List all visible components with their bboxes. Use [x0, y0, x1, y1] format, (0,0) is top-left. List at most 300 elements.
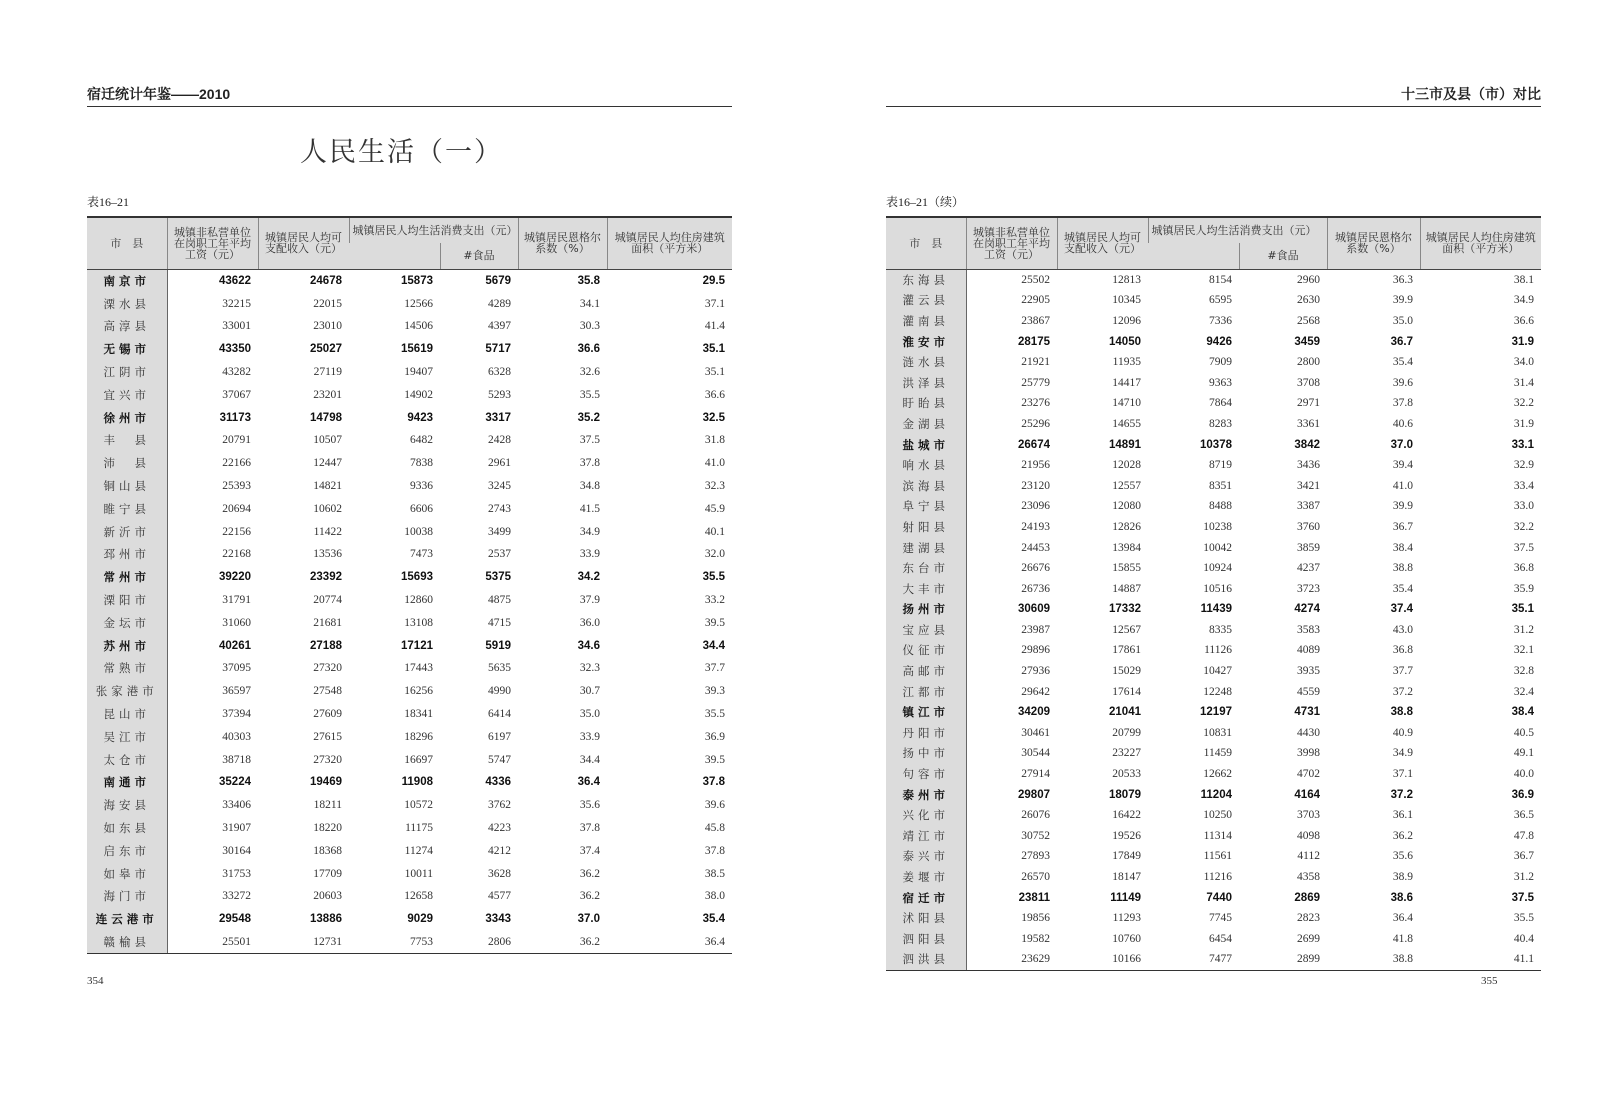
table-cell: 38.8 [1327, 949, 1420, 970]
region-name: 南京市 [87, 269, 167, 292]
table-cell: 15873 [401, 274, 433, 287]
table-cell: 34.9 [579, 525, 600, 538]
region-name: 沛 县 [87, 452, 167, 475]
table-cell: 31.9 [1511, 335, 1534, 348]
table-cell: 29807 [1018, 788, 1050, 801]
table-cell: 22168 [222, 548, 251, 561]
header-income: 城镇居民人均可支配收入（元） [1057, 217, 1148, 269]
region-name: 扬州市 [886, 599, 966, 620]
table-row [87, 429, 732, 452]
table-cell: 4289 [488, 297, 511, 310]
table-cell: 5919 [485, 639, 511, 652]
table-cell: 37.0 [577, 913, 600, 926]
table-row [87, 269, 732, 292]
table-cell: 9426 [1206, 335, 1232, 348]
table-cell: 28175 [1018, 335, 1050, 348]
table-cell: 4702 [1297, 768, 1320, 781]
table-row [87, 292, 732, 315]
region-name: 涟水县 [886, 352, 966, 373]
table-cell: 27615 [313, 730, 342, 743]
table-cell: 2899 [1239, 949, 1327, 970]
table-cell: 26076 [1021, 809, 1050, 822]
table-cell: 31907 [222, 822, 251, 835]
table-cell: 10602 [313, 502, 342, 515]
table-cell: 20533 [1112, 768, 1141, 781]
table-row [87, 931, 732, 954]
table-cell: 38.9 [1392, 871, 1413, 884]
table-cell: 8335 [1209, 623, 1232, 636]
table-cell: 26674 [1018, 438, 1050, 451]
table-cell: 13108 [404, 616, 433, 629]
header-consumption: 城镇居民人均生活消费支出（元） [349, 217, 518, 243]
table-cell: 8283 [1209, 417, 1232, 430]
region-name: 如皋市 [87, 862, 167, 885]
table-cell: 32215 [222, 297, 251, 310]
table-cell: 4559 [1297, 685, 1320, 698]
table-row [886, 846, 1541, 867]
region-name: 大丰市 [886, 578, 966, 599]
table-cell: 11561 [1203, 850, 1232, 863]
table-cell: 27914 [1021, 768, 1050, 781]
table-cell: 14417 [1112, 376, 1141, 389]
table-cell: 23227 [1112, 747, 1141, 760]
table-cell: 35.5 [1513, 912, 1534, 925]
table-row [886, 723, 1541, 744]
table-body [886, 269, 1541, 970]
table-cell: 36.8 [1513, 562, 1534, 575]
table-cell: 9336 [410, 480, 433, 493]
region-name: 张家港市 [87, 680, 167, 703]
table-row [87, 771, 732, 794]
table-row [886, 331, 1541, 352]
table-cell: 7336 [1209, 314, 1232, 327]
table-cell: 47.8 [1513, 829, 1534, 842]
table-cell: 27320 [313, 662, 342, 675]
table-cell: 2823 [1297, 912, 1320, 925]
table-cell: 21921 [1021, 356, 1050, 369]
header-consumption-total [1148, 243, 1239, 269]
table-cell: 2971 [1297, 397, 1320, 410]
table-cell: 36.6 [577, 343, 600, 356]
table-row [886, 558, 1541, 579]
table-cell: 33.1 [1511, 438, 1534, 451]
right-page [800, 0, 1609, 1099]
table-cell: 24453 [1021, 541, 1050, 554]
table-cell: 21041 [1109, 706, 1141, 719]
table-cell: 39.3 [704, 685, 725, 698]
table-cell: 8488 [1209, 500, 1232, 513]
table-cell: 7477 [1148, 949, 1239, 970]
table-cell: 26676 [1021, 562, 1050, 575]
table-cell: 37.1 [704, 297, 725, 310]
table-cell: 11149 [1110, 891, 1141, 904]
table-cell: 37.8 [579, 822, 600, 835]
table-cell: 24193 [1021, 520, 1050, 533]
table-cell: 4875 [488, 594, 511, 607]
table-cell: 27548 [313, 685, 342, 698]
table-cell: 36.7 [1392, 520, 1413, 533]
table-cell: 36.4 [607, 931, 732, 954]
region-name: 新沂市 [87, 520, 167, 543]
table-cell: 37.7 [704, 662, 725, 675]
table-cell: 36.9 [1511, 788, 1534, 801]
table-cell: 12557 [1112, 479, 1141, 492]
table-cell: 33001 [222, 320, 251, 333]
table-cell: 4731 [1294, 706, 1320, 719]
table-cell: 21956 [1021, 459, 1050, 472]
table-cell: 3459 [1294, 335, 1320, 348]
table-cell: 33.4 [1513, 479, 1534, 492]
statistics-table-continued [886, 216, 1541, 971]
region-name: 赣榆县 [87, 931, 167, 954]
table-cell: 45.8 [704, 822, 725, 835]
table-cell: 35.9 [1513, 582, 1534, 595]
table-cell: 36.4 [1392, 912, 1413, 925]
table-cell: 23392 [310, 571, 342, 584]
table-label: 表16–21（续） [886, 195, 965, 209]
table-cell: 19407 [404, 366, 433, 379]
table-cell: 3421 [1297, 479, 1320, 492]
table-cell: 22166 [222, 457, 251, 470]
table-cell: 27188 [310, 639, 342, 652]
region-name: 徐州市 [87, 406, 167, 429]
region-name: 淮安市 [886, 331, 966, 352]
table-cell: 2806 [440, 931, 518, 954]
table-cell: 4237 [1297, 562, 1320, 575]
table-cell: 19582 [1021, 932, 1050, 945]
table-row [87, 315, 732, 338]
header-food: #食品 [1239, 243, 1327, 269]
table-cell: 14050 [1109, 335, 1141, 348]
table-cell: 32.3 [704, 480, 725, 493]
region-name: 泰州市 [886, 784, 966, 805]
table-cell: 40261 [219, 639, 251, 652]
table-cell: 10572 [404, 799, 433, 812]
table-cell: 11175 [405, 822, 433, 835]
table-row [886, 620, 1541, 641]
table-cell: 35.5 [579, 388, 600, 401]
table-row [87, 566, 732, 589]
table-cell: 12028 [1112, 459, 1141, 472]
table-cell: 7745 [1209, 912, 1232, 925]
table-cell: 39.6 [1392, 376, 1413, 389]
table-row [886, 517, 1541, 538]
region-name: 兴化市 [886, 805, 966, 826]
table-cell: 40.1 [704, 525, 725, 538]
table-cell: 38.0 [704, 890, 725, 903]
table-cell: 25393 [222, 480, 251, 493]
table-cell: 39.5 [704, 753, 725, 766]
table-cell: 18296 [404, 730, 433, 743]
header-wage: 城镇非私营单位在岗职工年平均工资（元） [167, 217, 258, 269]
table-cell: 40303 [222, 730, 251, 743]
table-cell: 12658 [404, 890, 433, 903]
table-row [886, 578, 1541, 599]
table-cell: 10760 [1112, 932, 1141, 945]
table-cell: 35.1 [702, 343, 725, 356]
region-name: 建湖县 [886, 537, 966, 558]
table-body [87, 269, 732, 954]
region-name: 滨海县 [886, 475, 966, 496]
table-cell: 4274 [1294, 603, 1320, 616]
table-cell: 11126 [1204, 644, 1232, 657]
region-name: 睢宁县 [87, 497, 167, 520]
table-cell: 12813 [1112, 273, 1141, 286]
table-cell: 33.9 [579, 730, 600, 743]
table-cell: 41.1 [1420, 949, 1541, 970]
table-cell: 10345 [1112, 294, 1141, 307]
table-cell: 10427 [1203, 665, 1232, 678]
table-cell: 34.0 [1513, 356, 1534, 369]
region-name: 海安县 [87, 794, 167, 817]
region-name: 启东市 [87, 839, 167, 862]
table-row [87, 908, 732, 931]
table-cell: 16256 [404, 685, 433, 698]
table-cell: 10831 [1203, 726, 1232, 739]
table-cell: 49.1 [1513, 747, 1534, 760]
table-cell: 35.0 [1392, 314, 1413, 327]
table-cell: 10238 [1203, 520, 1232, 533]
table-cell: 30164 [222, 844, 251, 857]
table-cell: 34.4 [579, 753, 600, 766]
table-cell: 43282 [222, 366, 251, 379]
table-cell: 37.7 [1392, 665, 1413, 678]
table-cell: 7838 [410, 457, 433, 470]
region-name: 姜堰市 [886, 867, 966, 888]
table-cell: 9423 [407, 411, 433, 424]
table-row [886, 352, 1541, 373]
table-cell: 11935 [1112, 356, 1141, 369]
table-cell: 38.8 [1390, 706, 1413, 719]
table-cell: 36.6 [704, 388, 725, 401]
table-row [87, 520, 732, 543]
table-cell: 32.9 [1513, 459, 1534, 472]
table-cell: 3723 [1297, 582, 1320, 595]
table-cell: 13886 [310, 913, 342, 926]
table-cell: 4212 [488, 844, 511, 857]
table-row [886, 290, 1541, 311]
table-row [886, 640, 1541, 661]
table-cell: 32.2 [1513, 397, 1534, 410]
table-row [886, 496, 1541, 517]
table-cell: 3760 [1297, 520, 1320, 533]
table-cell: 27893 [1021, 850, 1050, 863]
table-row [886, 372, 1541, 393]
table-cell: 3842 [1294, 438, 1320, 451]
table-cell: 22015 [313, 297, 342, 310]
header-food: #食品 [440, 243, 518, 269]
table-row [87, 703, 732, 726]
table-cell: 15619 [401, 343, 433, 356]
table-cell: 36.9 [704, 730, 725, 743]
region-name: 丹阳市 [886, 723, 966, 744]
table-cell: 34.6 [577, 639, 600, 652]
table-cell: 3343 [485, 913, 511, 926]
table-cell: 11274 [404, 844, 433, 857]
table-cell: 23867 [1021, 314, 1050, 327]
region-name: 泗阳县 [886, 929, 966, 950]
table-cell: 4098 [1297, 829, 1320, 842]
table-cell: 35.5 [704, 708, 725, 721]
table-cell: 3708 [1297, 376, 1320, 389]
table-cell: 12731 [258, 931, 349, 954]
table-cell: 14506 [404, 320, 433, 333]
table-cell: 29896 [1021, 644, 1050, 657]
table-cell: 10011 [404, 867, 433, 880]
table-cell: 17614 [1112, 685, 1141, 698]
table-cell: 31.4 [1513, 376, 1534, 389]
header-city: 市 县 [886, 217, 966, 269]
table-cell: 11439 [1200, 603, 1232, 616]
table-cell: 2869 [1294, 891, 1320, 904]
region-name: 无锡市 [87, 338, 167, 361]
region-name: 扬中市 [886, 743, 966, 764]
table-cell: 25502 [1021, 273, 1050, 286]
table-cell: 18147 [1112, 871, 1141, 884]
table-cell: 36.0 [579, 616, 600, 629]
table-cell: 18079 [1109, 788, 1141, 801]
table-cell: 20603 [313, 890, 342, 903]
table-row [87, 383, 732, 406]
table-cell: 20791 [222, 434, 251, 447]
table-cell: 39220 [219, 571, 251, 584]
table-cell: 38.4 [1511, 706, 1534, 719]
region-name: 苏州市 [87, 634, 167, 657]
table-cell: 10250 [1203, 809, 1232, 822]
region-name: 常熟市 [87, 657, 167, 680]
table-cell: 43622 [219, 274, 251, 287]
table-cell: 35.4 [702, 913, 725, 926]
table-cell: 17849 [1112, 850, 1141, 863]
table-cell: 3859 [1297, 541, 1320, 554]
table-cell: 31.2 [1513, 623, 1534, 636]
region-name: 江阴市 [87, 361, 167, 384]
table-cell: 37.5 [1513, 541, 1534, 554]
table-cell: 17709 [313, 867, 342, 880]
table-cell: 12567 [1112, 623, 1141, 636]
table-cell: 10507 [313, 434, 342, 447]
table-cell: 30752 [1021, 829, 1050, 842]
table-cell: 33.9 [579, 548, 600, 561]
table-row [87, 748, 732, 771]
header-consumption: 城镇居民人均生活消费支出（元） [1148, 217, 1327, 243]
table-cell: 31173 [219, 411, 251, 424]
table-cell: 15855 [1112, 562, 1141, 575]
table-cell: 36.1 [1392, 809, 1413, 822]
table-cell: 3361 [1297, 417, 1320, 430]
table-cell: 31791 [222, 594, 251, 607]
region-name: 东海县 [886, 269, 966, 290]
table-cell: 19526 [1112, 829, 1141, 842]
table-row [886, 867, 1541, 888]
region-name: 溧水县 [87, 292, 167, 315]
table-cell: 4577 [488, 890, 511, 903]
running-head: 十三市及县（市）对比 [886, 84, 1541, 107]
table-cell: 35.6 [579, 799, 600, 812]
table-cell: 35.1 [704, 366, 725, 379]
region-name: 宝应县 [886, 620, 966, 641]
table-cell: 37.2 [1392, 685, 1413, 698]
table-cell: 11459 [1203, 747, 1232, 760]
table-cell: 32.8 [1513, 665, 1534, 678]
table-cell: 18220 [313, 822, 342, 835]
table-cell: 2961 [488, 457, 511, 470]
table-cell: 10042 [1203, 541, 1232, 554]
table-cell: 23010 [313, 320, 342, 333]
table-cell: 37.5 [1511, 891, 1534, 904]
header-consumption-total [349, 243, 440, 269]
table-row [886, 681, 1541, 702]
table-cell: 11204 [1200, 788, 1232, 801]
table-cell: 39.5 [704, 616, 725, 629]
table-cell: 5375 [485, 571, 511, 584]
table-cell: 33406 [222, 799, 251, 812]
table-cell: 4358 [1297, 871, 1320, 884]
table-cell: 7864 [1209, 397, 1232, 410]
table-cell: 36.2 [1392, 829, 1413, 842]
table-cell: 18211 [313, 799, 342, 812]
table-cell: 4430 [1297, 726, 1320, 739]
table-cell: 12566 [404, 297, 433, 310]
region-name: 高邮市 [886, 661, 966, 682]
table-cell: 7753 [349, 931, 440, 954]
table-cell: 18341 [404, 708, 433, 721]
table-cell: 25501 [167, 931, 258, 954]
table-cell: 39.9 [1392, 294, 1413, 307]
table-cell: 37.8 [579, 457, 600, 470]
table-cell: 14821 [313, 480, 342, 493]
table-cell: 27119 [313, 366, 342, 379]
table-row [87, 839, 732, 862]
table-row [87, 475, 732, 498]
region-name: 金湖县 [886, 414, 966, 435]
table-cell: 2428 [488, 434, 511, 447]
region-name: 沭阳县 [886, 908, 966, 929]
region-name: 响水县 [886, 455, 966, 476]
region-name: 宜兴市 [87, 383, 167, 406]
table-cell: 2800 [1297, 356, 1320, 369]
table-cell: 38.1 [1513, 273, 1534, 286]
table-cell: 14891 [1109, 438, 1141, 451]
table-cell: 6197 [488, 730, 511, 743]
table-cell: 12096 [1112, 314, 1141, 327]
table-row [87, 817, 732, 840]
table-row [87, 680, 732, 703]
table-row [886, 311, 1541, 332]
table-row [87, 657, 732, 680]
table-cell: 16697 [404, 753, 433, 766]
table-cell: 38.8 [1392, 562, 1413, 575]
table-row [87, 862, 732, 885]
table-cell: 30544 [1021, 747, 1050, 760]
table-cell: 3245 [488, 480, 511, 493]
table-row [87, 611, 732, 634]
table-row [886, 455, 1541, 476]
region-name: 南通市 [87, 771, 167, 794]
region-name: 太仓市 [87, 748, 167, 771]
region-name: 海门市 [87, 885, 167, 908]
table-cell: 34.2 [577, 571, 600, 584]
table-label: 表16–21 [87, 195, 130, 209]
table-cell: 15029 [1112, 665, 1141, 678]
table-cell: 3387 [1297, 500, 1320, 513]
table-cell: 32.1 [1513, 644, 1534, 657]
region-name: 泰兴市 [886, 846, 966, 867]
table-cell: 25027 [310, 343, 342, 356]
table-cell: 31.2 [1513, 871, 1534, 884]
table-row [87, 338, 732, 361]
region-name: 连云港市 [87, 908, 167, 931]
